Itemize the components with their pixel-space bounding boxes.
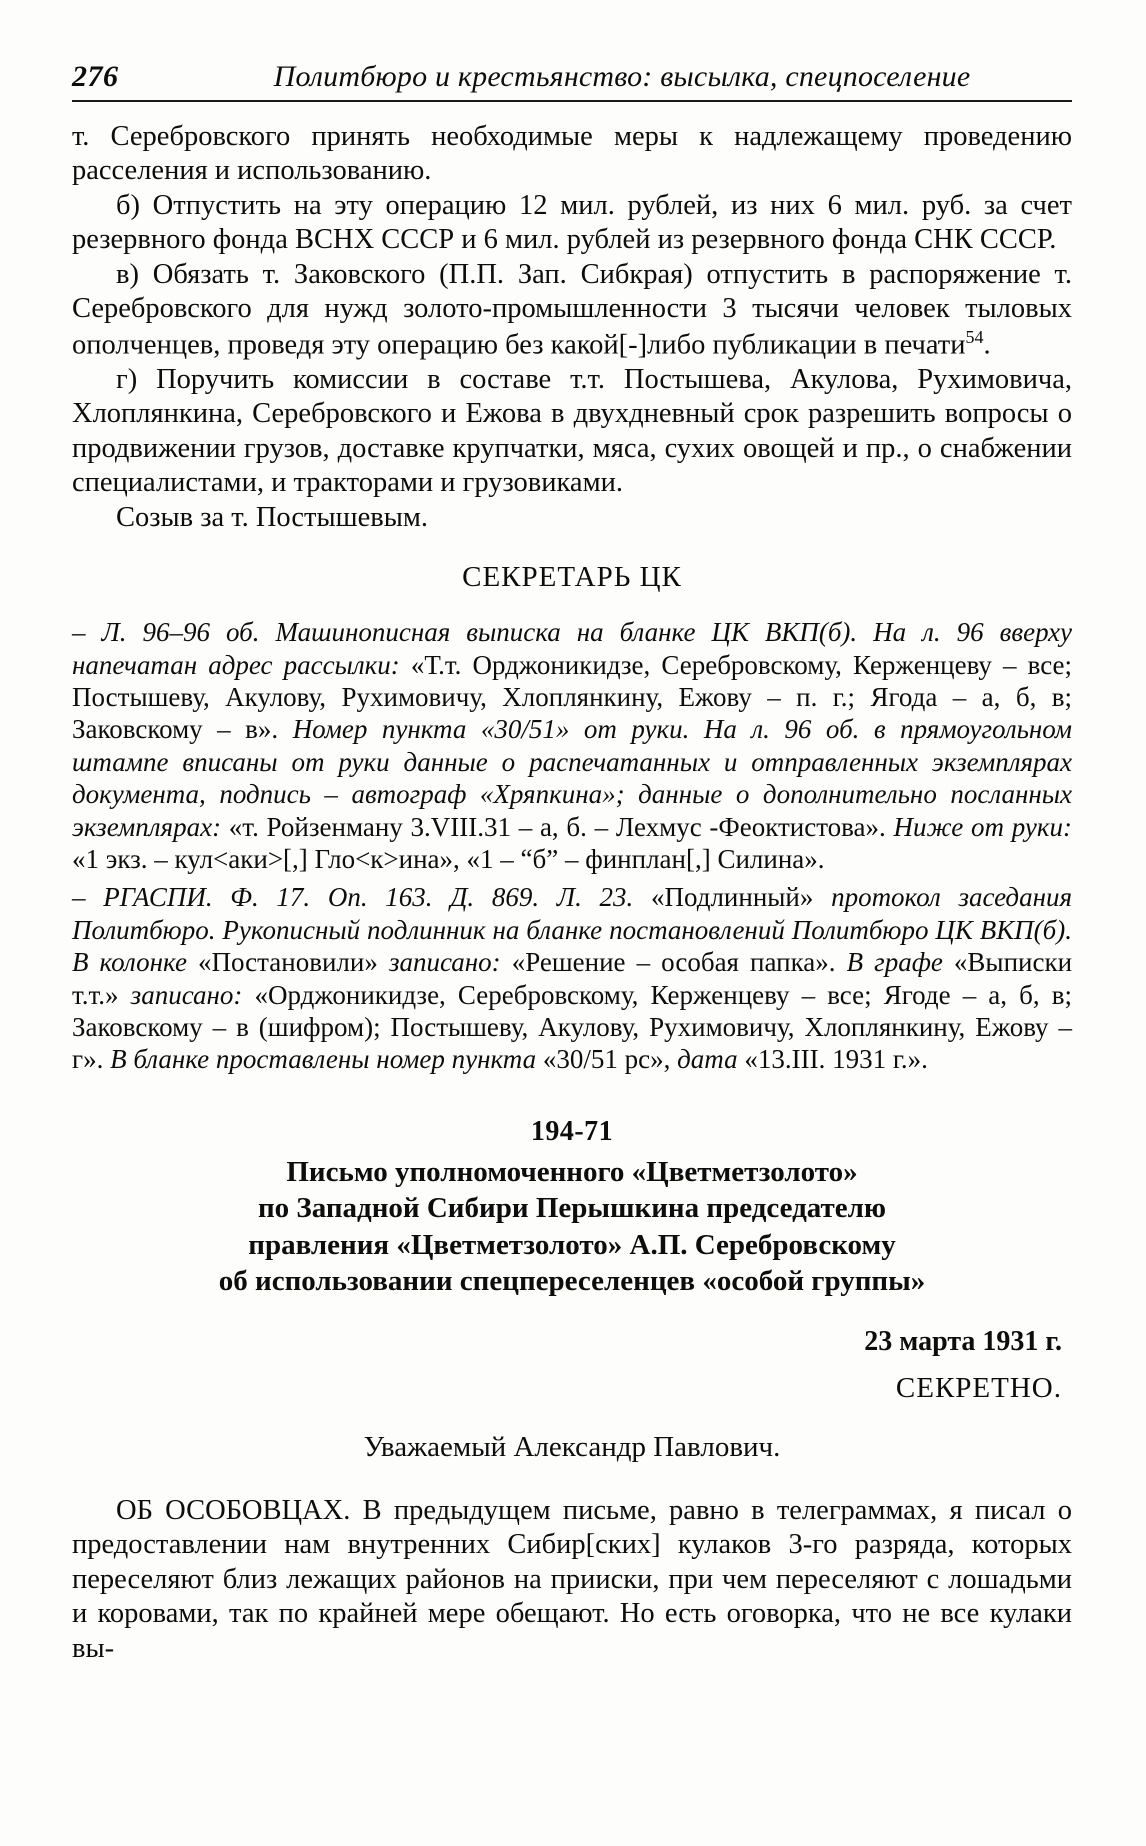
note2-quote-3: «Решение – особая папка». bbox=[511, 947, 836, 978]
note1-middle-2: Ниже от руки: bbox=[893, 811, 1072, 842]
running-title: Политбюро и крестьянство: высылка, спецпоселение bbox=[273, 60, 971, 93]
document-title-line-3: правления «Цветметзолото» А.П. Серебровскому bbox=[248, 1228, 896, 1261]
letter-opening-paragraph bbox=[72, 1494, 1072, 1666]
paragraph-3-end: . bbox=[983, 329, 991, 361]
paragraph-5: Созыв за т. Постышевым. bbox=[116, 501, 428, 533]
document-title-line-1: Письмо уполномоченного «Цветметзолото» bbox=[286, 1155, 858, 1188]
paragraph-1: т. Серебровского принять необходимые меры к надлежащему проведению расселения и использованию. bbox=[72, 121, 1072, 187]
paragraph-4: г) Поручить комиссии в составе т.т. Постышева, Акулова, Рухимовича, Хлоплянкина, Серебровского и Ежова в двухдневный срок разрешить вопросы о продвижении грузов, доставке крупчатки, мяса, сухих овощей и пр., о снабжении специалистами, и тракторами и грузовиками. bbox=[72, 363, 1072, 499]
letter-opening-caps: ОБ ОСОБОВЦАХ. bbox=[116, 1494, 351, 1526]
note1-quote-1: «Т.т. Орджоникидзе, Серебровскому, Керженцеву – все; Постышеву, Акулову, Рухимовичу, Хлоплянкину, Ежову – п. г.; Ягода – а, б, в; Заковскому – в». bbox=[72, 649, 1073, 745]
note2-quote-4: «Выписки т.т.» bbox=[72, 947, 1073, 1010]
note2-text-4: записано: bbox=[130, 979, 243, 1010]
note1-quote-3: «1 экз. – кул<аки>[,] Гло<к>ина», «1 – “б” – финплан[,] Силина». bbox=[72, 844, 825, 875]
note1-lead: – Л. 96–96 об. Машинописная выписка на бланке ЦК ВКП(б). На л. 96 вверху напечатан адрес рассылки: bbox=[72, 617, 1072, 680]
archival-note-1 bbox=[72, 616, 1072, 875]
document-date: 23 марта 1931 г. bbox=[864, 1325, 1062, 1357]
note2-quote-5: «Орджоникидзе, Серебровскому, Керженцеву – все; Ягоде – а, б, в; Заковскому – в (шифром); Постышеву, Акулову, Рухимовичу, Хлоплянкину, Ежову – г». bbox=[72, 979, 1073, 1075]
page-number: 276 bbox=[72, 60, 119, 93]
note2-text-3: В графе bbox=[846, 947, 943, 978]
running-head bbox=[72, 60, 1072, 102]
secrecy-stamp: СЕКРЕТНО. bbox=[895, 1371, 1062, 1404]
document-number: 194-71 bbox=[530, 1115, 614, 1147]
footnote-marker-54: 54 bbox=[965, 326, 984, 347]
note2-text-1: протокол заседания Политбюро. Рукописный подлинник на бланке постановлений Политбюро ЦК ВКП(б). В колонке bbox=[72, 882, 1073, 978]
note2-text-6: дата bbox=[677, 1044, 738, 1075]
note2-quote-2: «Постановили» bbox=[198, 947, 378, 978]
signature-line: СЕКРЕТАРЬ ЦК bbox=[462, 561, 682, 594]
document-title-line-4: об использовании спецпереселенцев «особой группы» bbox=[218, 1265, 926, 1298]
note2-lead: – РГАСПИ. Ф. 17. Оп. 163. Д. 869. Л. 23. bbox=[72, 882, 634, 913]
note1-middle: Номер пункта «30/51» от руки. На л. 96 об. в прямоугольном штампе вписаны от руки данные о распечатанных и отправленных экземплярах документа, подпись – автограф «Хряпкина»; данные о дополнительно посланных экземплярах: bbox=[72, 714, 1073, 842]
document-title-line-2: по Западной Сибири Перышкина председателю bbox=[257, 1192, 887, 1225]
note2-quote-6: «30/51 рс», bbox=[542, 1044, 671, 1075]
note2-quote-7: «13.III. 1931 г.». bbox=[744, 1044, 928, 1075]
salutation: Уважаемый Александр Павлович. bbox=[363, 1430, 781, 1463]
document-title bbox=[72, 1154, 1072, 1300]
note2-quote-1: «Подлинный» bbox=[650, 882, 814, 913]
note2-text-2: записано: bbox=[388, 947, 501, 978]
note2-text-5: В бланке проставлены номер пункта bbox=[110, 1044, 537, 1075]
paragraph-3 bbox=[72, 258, 1072, 363]
paragraph-3-text: в) Обязать т. Заковского (П.П. Зап. Сибкрая) отпустить в распоряжение т. Серебровского для нужд золото-промышленности 3 тысячи человек тыловых ополченцев, проведя эту операцию без какой[-]либо публикации в печати bbox=[72, 258, 1072, 361]
page-content bbox=[72, 60, 1072, 1666]
letter-opening-text: В предыдущем письме, равно в телеграммах, я писал о предоставлении нам внутренних Сибир[ских] кулаков 3-го разряда, которых переселяют близ лежащих районов на прииски, при чем переселяют с лошадьми и коровами, так по крайней мере обещают. Но есть оговорка, что не все кулаки вы- bbox=[72, 1494, 1072, 1664]
note1-quote-2: «т. Ройзенману 3.VIII.31 – а, б. – Лехмус -Феоктистова». bbox=[228, 811, 886, 842]
paragraph-2: б) Отпустить на эту операцию 12 мил. рублей, из них 6 мил. руб. за счет резервного фонда ВСНХ СССР и 6 мил. рублей из резервного фонда СНК СССР. bbox=[72, 189, 1072, 256]
archival-note-2 bbox=[72, 881, 1072, 1075]
